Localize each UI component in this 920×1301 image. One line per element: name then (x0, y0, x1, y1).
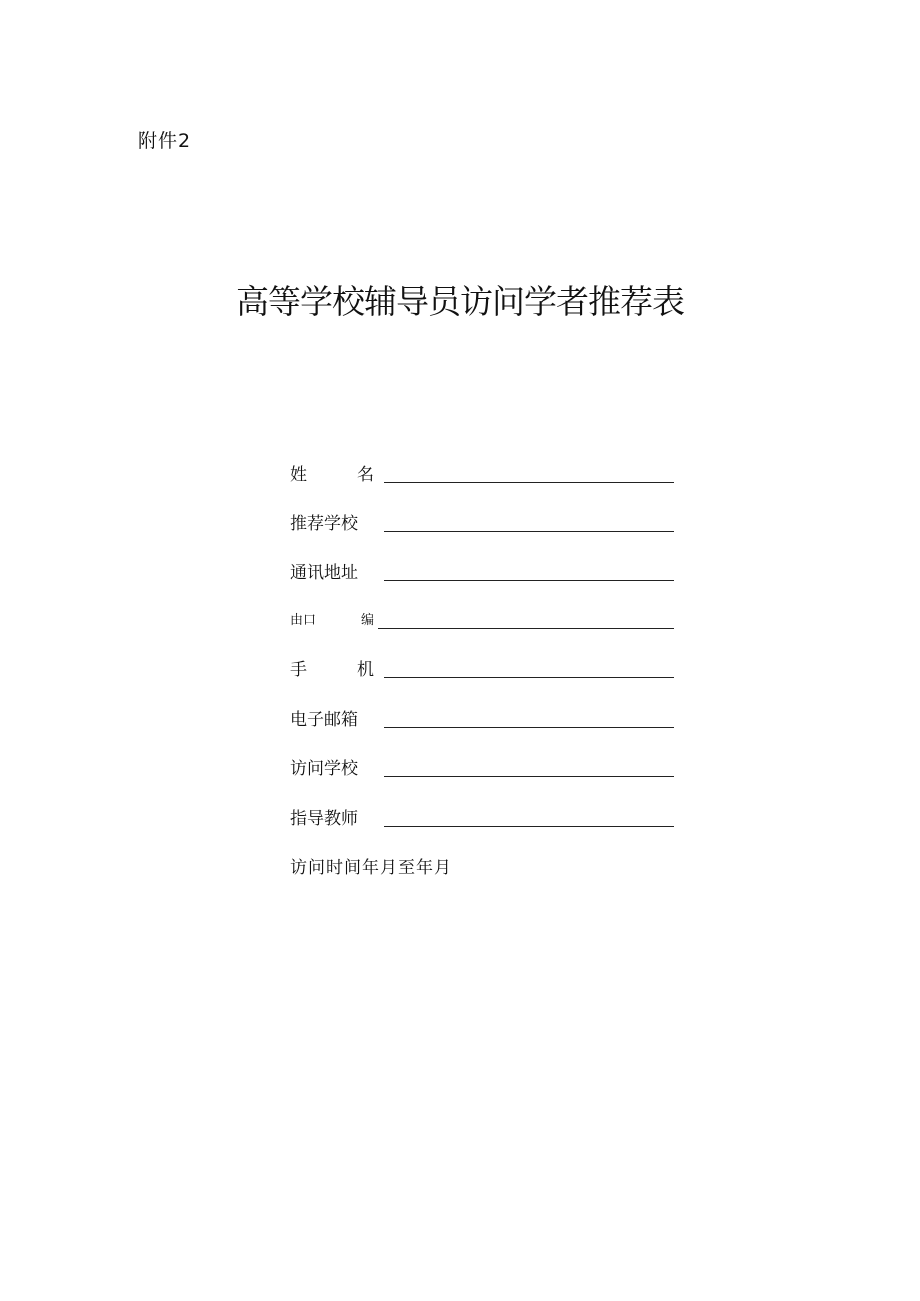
attachment-label: 附件2 (138, 130, 192, 152)
name-label-char-2: 名 (357, 465, 374, 485)
mentor-field[interactable] (384, 826, 674, 827)
phone-label (290, 660, 374, 680)
address-label: 通讯地址 (290, 563, 358, 583)
name-label (290, 465, 374, 485)
visit-school-row (290, 749, 680, 779)
phone-label-char-1: 手 (290, 660, 307, 680)
school-field[interactable] (384, 531, 674, 532)
visit-period-label: 访问时间年月至年月 (290, 858, 452, 878)
phone-label-char-2: 机 (357, 660, 374, 680)
postcode-field[interactable] (378, 628, 674, 629)
address-row (290, 553, 680, 583)
postcode-label-part-2: 编 (360, 613, 374, 628)
name-row (290, 455, 680, 485)
postcode-row (290, 601, 680, 631)
phone-field[interactable] (384, 677, 674, 678)
page-title: 高等学校辅导员访问学者推荐表 (236, 282, 684, 321)
name-field[interactable] (384, 482, 674, 483)
visit-period-row (290, 848, 680, 878)
name-label-char-1: 姓 (290, 465, 307, 485)
phone-row (290, 650, 680, 680)
mentor-label: 指导教师 (290, 809, 358, 829)
school-label: 推荐学校 (290, 514, 358, 534)
email-field[interactable] (384, 727, 674, 728)
address-field[interactable] (384, 580, 674, 581)
email-row (290, 700, 680, 730)
postcode-label (290, 611, 374, 631)
visit-school-field[interactable] (384, 776, 674, 777)
email-label: 电子邮箱 (290, 710, 358, 730)
postcode-label-part-1: 由口 (290, 613, 317, 628)
mentor-row (290, 799, 680, 829)
school-row (290, 504, 680, 534)
visit-school-label: 访问学校 (290, 759, 358, 779)
